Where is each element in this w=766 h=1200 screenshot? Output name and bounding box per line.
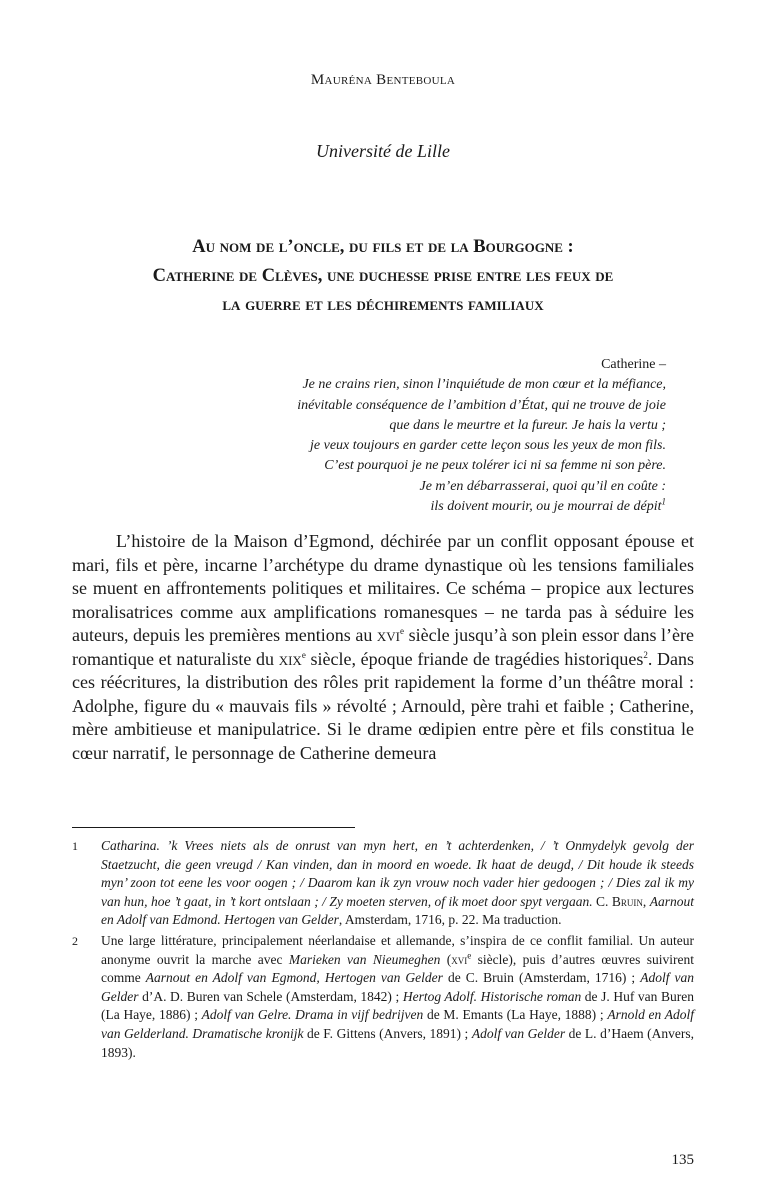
footnote-number: 2 xyxy=(72,933,78,948)
superscript: e xyxy=(467,950,472,961)
epigraph-line: je veux toujours en garder cette leçon sous les yeux de mon fils. xyxy=(310,438,666,454)
epigraph-line: Je ne crains rien, sinon l’inquiétude de mon cœur et la méfiance, xyxy=(302,377,666,393)
superscript: e xyxy=(301,649,306,660)
footnote-1 xyxy=(72,837,694,930)
body-text xyxy=(72,530,694,765)
epigraph-line: C’est pourquoi je ne peux tolérer ici ni sa femme ni son père. xyxy=(324,458,666,474)
text-run: d’A. D. Buren van Schele (Amsterdam, 1842) ; xyxy=(138,988,403,1004)
century-numeral: xvi xyxy=(376,625,401,645)
footnote-number: 1 xyxy=(72,839,78,853)
cited-work: Arnold en Adolf van Gelderland. Dramatische kronijk xyxy=(101,1007,695,1041)
paragraph xyxy=(72,530,694,765)
cited-work: Aarnout en Adolf van Edmond. Hertogen van Gelder xyxy=(101,893,694,928)
cited-work: Hertog Adolf. Historische roman xyxy=(402,988,582,1004)
text-run: . Dans ces réécritures, la distribution des rôles prit rapidement la forme d’un théâtre moral : Adolphe, figure du « mauvais fils » révolté ; Arnould, père trahi et faible ; Catherine, mère ambitieuse et manipulatrice. Si le drame œdipien entre père et fils constitua le cœur narratif, le personnage de Catherine demeura xyxy=(72,648,695,763)
author-affiliation: Université de Lille xyxy=(316,141,450,161)
cited-work: Adolf van Gelre. Drama in vijf bedrijven xyxy=(201,1007,424,1023)
title-line: Au nom de l’oncle, du fils et de la Bourgogne : xyxy=(192,237,574,257)
epigraph-line xyxy=(146,497,666,517)
cited-author: Bruin xyxy=(611,893,643,909)
title-line: Catherine de Clèves, une duchesse prise entre les feux de xyxy=(152,266,614,286)
text-run: , xyxy=(642,893,650,909)
text-run: de J. Huf van Buren (La Haye, 1886) ; xyxy=(101,988,694,1023)
footnote-separator xyxy=(72,827,355,828)
text-run: ( xyxy=(440,951,452,967)
text-run: de M. Emants (La Haye, 1888) ; xyxy=(423,1007,608,1023)
text-run: de F. Gittens (Anvers, 1891) ; xyxy=(303,1025,472,1041)
text-run: L’histoire de la Maison d’Egmond, déchirée par un conflit opposant épouse et mari, fils et père, incarne l’archétype du drame dynastique où les tensions familiales se muent en affrontements politiques et militaires. Ce schéma – propice aux lectures moralisatrices comme aux amplifications romanesques – ne tarda pas à séduire les auteurs, depuis les premières mentions au xyxy=(72,531,694,645)
title-line: la guerre et les déchirements familiaux xyxy=(222,295,544,315)
text-run: , Amsterdam, 1716, p. 22. Ma traduction. xyxy=(338,912,562,928)
footnote-quote: Catharina. ’k Vrees niets als de onrust van myn hert, en ’t achterdenken, / ’t Onmydelyk gevolg der Staetzucht, die geen vreugd / Kan vinden, dan in moord en woede. Ik haat de deugd, / Dit houde ik steeds myn’ zoon tot eene les voor oogen ; / Daarom kan ik zyn vrouw noch vader hier gedoogen ; / Dies zal ik my van hun, hoe ’t gaat, in ’t kort ontslaan ; / Zy moeten sterven, of ik moet door spyt vergaan. xyxy=(101,838,694,909)
text-run: siècle jusqu’à son plein essor dans l’ère romantique et naturaliste du xyxy=(72,625,694,669)
text-run: siècle), puis d’autres œuvres suivirent comme xyxy=(101,951,694,986)
cited-work: Aarnout en Adolf van Egmond, Hertogen van Gelder xyxy=(145,970,443,986)
footnote-2 xyxy=(72,932,694,1062)
footnotes xyxy=(72,837,694,1064)
article-title xyxy=(100,233,666,320)
text-run: Une large littérature, principalement néerlandaise et allemande, s’inspira de ce conflit familial. Un auteur anonyme ouvrit la marche avec xyxy=(101,932,694,967)
epigraph-line: inévitable conséquence de l’ambition d’État, qui ne trouve de joie xyxy=(297,397,666,413)
epigraph-line: que dans le meurtre et la fureur. Je hais la vertu ; xyxy=(389,417,666,433)
text-run: de C. Bruin (Amsterdam, 1716) ; xyxy=(442,970,641,986)
century-numeral: xix xyxy=(278,648,302,669)
epigraph-line: Je m’en débarrasserai, quoi qu’il en coûte : xyxy=(419,478,666,494)
cited-work: Adolf van Gelder xyxy=(471,1025,566,1041)
footnote-ref-2[interactable]: 2 xyxy=(643,649,648,660)
century-numeral: xvi xyxy=(451,951,468,967)
text-run: C. xyxy=(592,893,612,909)
epigraph-line-text: ils doivent mourir, ou je mourrai de dépit xyxy=(430,499,662,515)
footnote-ref-1[interactable]: 1 xyxy=(661,496,666,507)
page-number: 135 xyxy=(671,1152,694,1168)
text-run: siècle, époque friande de tragédies historiques xyxy=(305,648,644,669)
epigraph xyxy=(146,355,666,517)
author-name: Mauréna Benteboula xyxy=(310,72,456,88)
text-run: de L. d’Haem (Anvers, 1893). xyxy=(101,1025,694,1060)
superscript: e xyxy=(400,626,405,636)
cited-work: Marieken van Nieumeghen xyxy=(288,951,441,967)
epigraph-speaker: Catherine – xyxy=(601,357,666,372)
cited-work: Adolf van Gelder xyxy=(101,970,694,1004)
